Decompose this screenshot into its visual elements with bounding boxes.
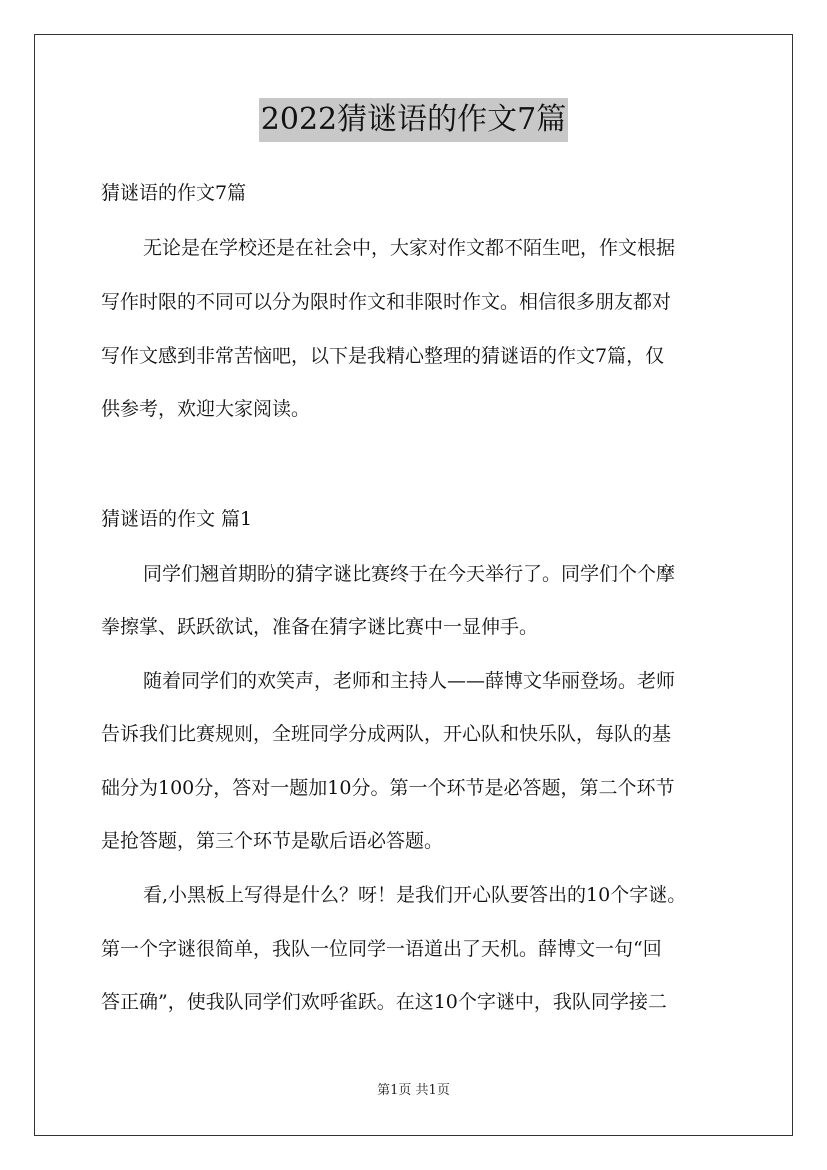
body-line-6: 是抢答题，第三个环节是歇后语必答题。 (101, 830, 444, 852)
body-line-3: 随着同学们的欢笑声，老师和主持人——薛博文华丽登场。老师 (143, 670, 676, 692)
body-line-1: 同学们翘首期盼的猜字谜比赛终于在今天举行了。同学们个个摩 (143, 563, 676, 585)
intro-line-2: 写作时限的不同可以分为限时作文和非限时作文。相信很多朋友都对 (101, 291, 672, 313)
section-heading: 猜谜语的作文 篇1 (101, 508, 253, 530)
title-container (0, 98, 827, 142)
intro-line-4: 供参考，欢迎大家阅读。 (101, 398, 311, 420)
subtitle: 猜谜语的作文7篇 (101, 182, 247, 204)
body-line-4: 告诉我们比赛规则，全班同学分成两队，开心队和快乐队，每队的基 (101, 723, 672, 745)
intro-line-1: 无论是在学校还是在社会中，大家对作文都不陌生吧，作文根据 (143, 237, 676, 259)
page-number-footer: 第1页 共1页 (377, 1083, 450, 1098)
body-line-2: 拳擦掌、跃跃欲试，准备在猜字谜比赛中一显伸手。 (101, 616, 539, 638)
document-title: 2022猜谜语的作文7篇 (259, 98, 568, 142)
body-line-7: 看,小黑板上写得是什么？呀！是我们开心队要答出的10个字谜。 (143, 884, 687, 906)
body-line-8: 第一个字谜很简单，我队一位同学一语道出了天机。薛博文一句“回 (101, 938, 662, 960)
body-line-9: 答正确”，使我队同学们欢呼雀跃。在这10个字谜中，我队同学接二 (101, 991, 667, 1013)
intro-line-3: 写作文感到非常苦恼吧，以下是我精心整理的猜谜语的作文7篇，仅 (101, 345, 665, 367)
body-line-5: 础分为100分，答对一题加10分。第一个环节是必答题，第二个环节 (101, 777, 675, 799)
